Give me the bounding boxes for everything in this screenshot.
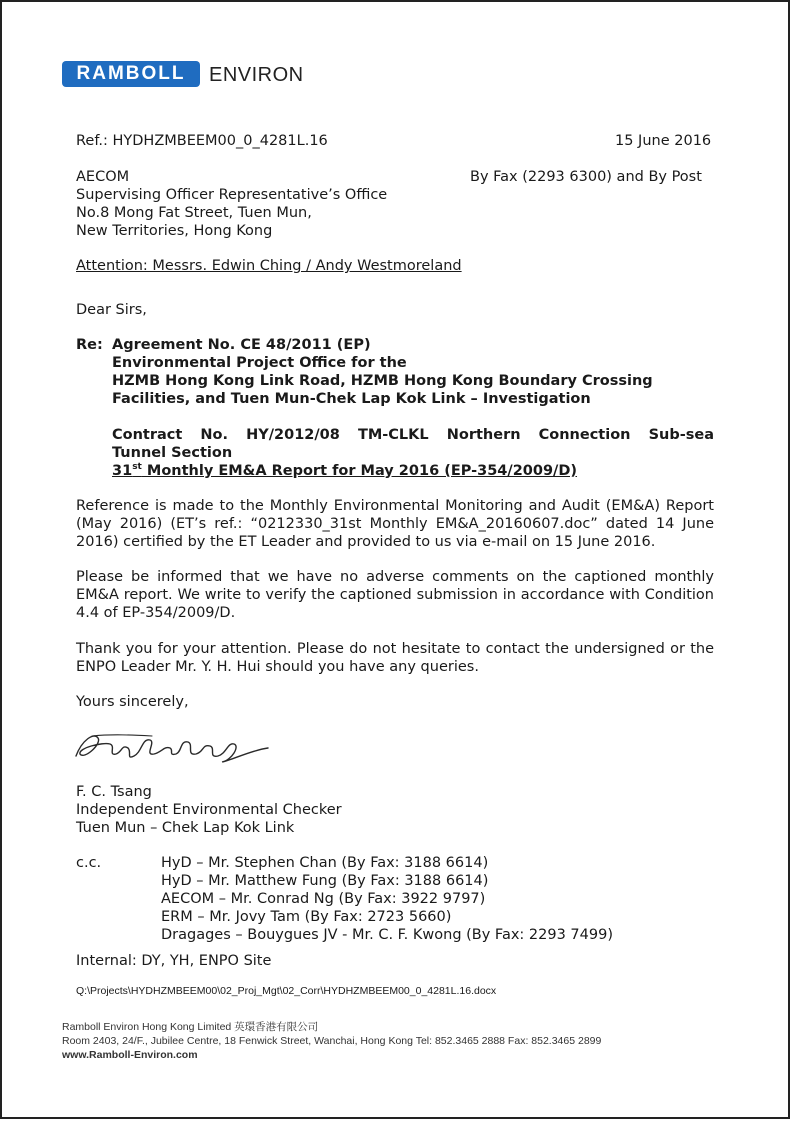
signer-name: F. C. Tsang [76, 784, 152, 800]
re-line: HZMB Hong Kong Link Road, HZMB Hong Kong Boundary Crossing [112, 373, 653, 389]
signer-project: Tuen Mun – Chek Lap Kok Link [76, 820, 295, 836]
ramboll-logo: RAMBOLL [62, 61, 200, 87]
footer-company: Ramboll Environ Hong Kong Limited 英環香港有限公司 [62, 1021, 319, 1033]
re-line: Facilities, and Tuen Mun-Chek Lap Kok Link – Investigation [112, 391, 591, 407]
cc-line: Dragages – Bouygues JV - Mr. C. F. Kwong (By Fax: 2293 7499) [161, 927, 613, 943]
address-line: Supervising Officer Representative’s Office [76, 187, 388, 203]
handwritten-signature [72, 726, 272, 768]
cc-line: AECOM – Mr. Conrad Ng (By Fax: 3922 9797) [161, 891, 486, 907]
file-path: Q:\Projects\HYDHZMBEEM00\02_Proj_Mgt\02_Corr\HYDHZMBEEM00_0_4281L.16.docx [76, 985, 497, 997]
footer-website: www.Ramboll-Environ.com [62, 1049, 198, 1061]
salutation: Dear Sirs, [76, 302, 147, 318]
cc-line: ERM – Mr. Jovy Tam (By Fax: 2723 5660) [161, 909, 452, 925]
cc-line: HyD – Mr. Matthew Fung (By Fax: 3188 6614) [161, 873, 489, 889]
footer-address: Room 2403, 24/F., Jubilee Centre, 18 Fenwick Street, Wanchai, Hong Kong Tel: 852.3465 2888 Fax: 852.3465 2899 [62, 1035, 602, 1047]
address-line: New Territories, Hong Kong [76, 223, 273, 239]
environ-logo-text: ENVIRON [209, 64, 304, 86]
body-paragraph: Reference is made to the Monthly Environmental Monitoring and Audit (EM&A) Report (May 2016) (ET’s ref.: “0212330_31st Monthly EM&A_20160607.doc” dated 14 June 2016) certified by the ET Leader and provided to us via e-mail on 15 June 2016. [76, 498, 714, 550]
letter-date: 15 June 2016 [615, 133, 712, 149]
signer-title: Independent Environmental Checker [76, 802, 342, 818]
contract-line: Contract No. HY/2012/08 TM-CLKL Northern Connection Sub-sea [112, 427, 714, 443]
report-title: 31st Monthly EM&A Report for May 2016 (EP-354/2009/D) [112, 462, 578, 479]
cc-label: c.c. [76, 855, 102, 871]
cc-line: HyD – Mr. Stephen Chan (By Fax: 3188 6614) [161, 855, 489, 871]
re-line: Agreement No. CE 48/2011 (EP) [112, 337, 371, 353]
closing: Yours sincerely, [76, 694, 189, 710]
attention-line: Attention: Messrs. Edwin Ching / Andy Westmoreland [76, 258, 462, 274]
body-paragraph: Please be informed that we have no adverse comments on the captioned monthly EM&A report. We write to verify the captioned submission in accordance with Condition 4.4 of EP-354/2009/D. [76, 569, 714, 621]
re-line: Environmental Project Office for the [112, 355, 407, 371]
reference-number: Ref.: HYDHZMBEEM00_0_4281L.16 [76, 133, 328, 149]
address-line: AECOM [76, 169, 130, 185]
internal-distribution: Internal: DY, YH, ENPO Site [76, 953, 272, 969]
delivery-method: By Fax (2293 6300) and By Post [470, 169, 702, 185]
body-paragraph: Thank you for your attention. Please do not hesitate to contact the undersigned or the ENPO Leader Mr. Y. H. Hui should you have any queries. [76, 641, 714, 675]
contract-line: Tunnel Section [112, 445, 233, 461]
re-label: Re: [76, 337, 103, 353]
address-line: No.8 Mong Fat Street, Tuen Mun, [76, 205, 312, 221]
